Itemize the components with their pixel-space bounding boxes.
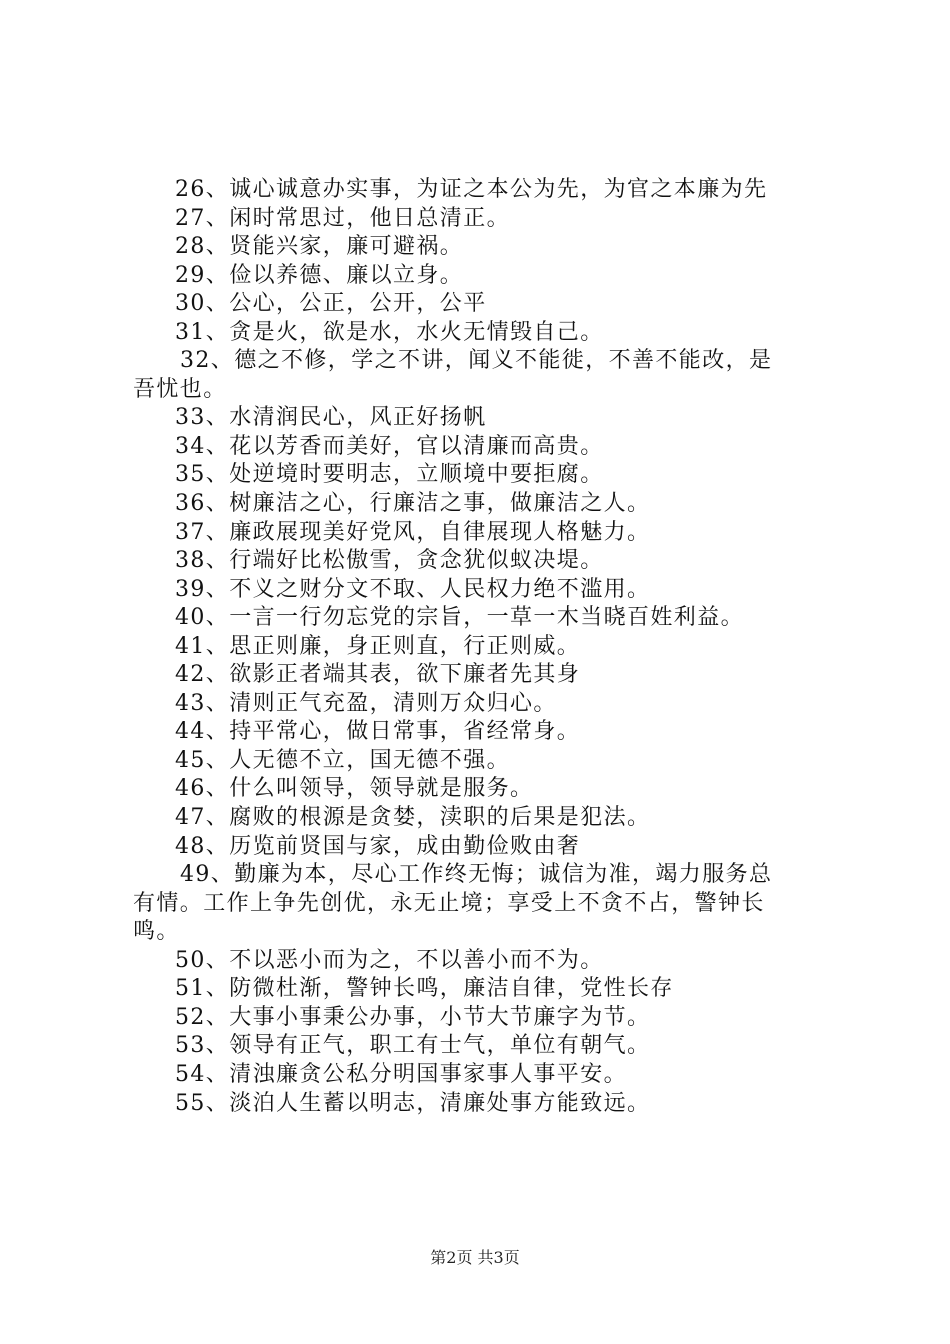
list-item: 33、水清润民心，风正好扬帆 (175, 405, 487, 431)
list-item-32 (133, 347, 833, 404)
document-body (133, 176, 833, 1118)
list-item: 31、贪是火，欲是水，水火无情毁自己。 (175, 319, 604, 345)
paragraph-line: 吾忧也。 (133, 376, 227, 402)
list-item: 46、什么叫领导，领导就是服务。 (175, 776, 534, 802)
list-item: 48、历览前贤国与家，成由勤俭败由奢 (175, 833, 581, 859)
paragraph-line: 32、德之不修，学之不讲，闻义不能徙，不善不能改，是 (180, 348, 773, 374)
list-item-49 (133, 861, 833, 947)
list-item: 37、廉政展现美好党风，自律展现人格魅力。 (175, 519, 651, 545)
list-item: 45、人无德不立，国无德不强。 (175, 747, 510, 773)
list-item: 34、花以芳香而美好，官以清廉而高贵。 (175, 433, 604, 459)
list-item: 52、大事小事秉公办事，小节大节廉字为节。 (175, 1004, 651, 1030)
list-item: 30、公心，公正，公开，公平 (175, 291, 487, 317)
list-item: 27、闲时常思过，他日总清正。 (175, 205, 510, 231)
paragraph-line: 49、勤廉为本，尽心工作终无悔；诚信为准，竭力服务总 (180, 862, 773, 888)
list-item: 53、领导有正气，职工有士气，单位有朝气。 (175, 1033, 651, 1059)
list-item: 35、处逆境时要明志，立顺境中要拒腐。 (175, 462, 604, 488)
list-item: 43、清则正气充盈，清则万众归心。 (175, 690, 557, 716)
paragraph-line: 鸣。 (133, 919, 180, 945)
list-item: 51、防微杜渐，警钟长鸣，廉洁自律，党性长存 (175, 976, 674, 1002)
list-item: 54、清浊廉贪公私分明国事家事人事平安。 (175, 1061, 627, 1087)
list-item: 26、诚心诚意办实事，为证之本公为先，为官之本廉为先 (175, 177, 768, 202)
paragraph-line: 有情。工作上争先创优，永无止境；享受上不贪不占，警钟长 (133, 890, 765, 916)
list-item: 55、淡泊人生蓄以明志，清廉处事方能致远。 (175, 1090, 651, 1116)
list-item: 47、腐败的根源是贪婪，渎职的后果是犯法。 (175, 805, 651, 831)
list-item: 38、行端好比松傲雪，贪念犹似蚁决堤。 (175, 548, 604, 574)
list-item: 41、思正则廉，身正则直，行正则威。 (175, 633, 581, 659)
list-item: 39、不义之财分文不取、人民权力绝不滥用。 (175, 576, 651, 602)
list-item: 28、贤能兴家，廉可避祸。 (175, 234, 464, 260)
list-item: 40、一言一行勿忘党的宗旨，一草一木当晓百姓利益。 (175, 605, 744, 631)
page-footer: 第2页 共3页 (430, 1248, 520, 1267)
list-item: 36、树廉洁之心，行廉洁之事，做廉洁之人。 (175, 491, 651, 517)
list-item: 50、不以恶小而为之，不以善小而不为。 (175, 947, 604, 973)
list-item: 44、持平常心，做日常事，省经常身。 (175, 719, 581, 745)
list-item: 29、俭以养德、廉以立身。 (175, 262, 464, 288)
list-item: 42、欲影正者端其表，欲下廉者先其身 (175, 662, 581, 688)
